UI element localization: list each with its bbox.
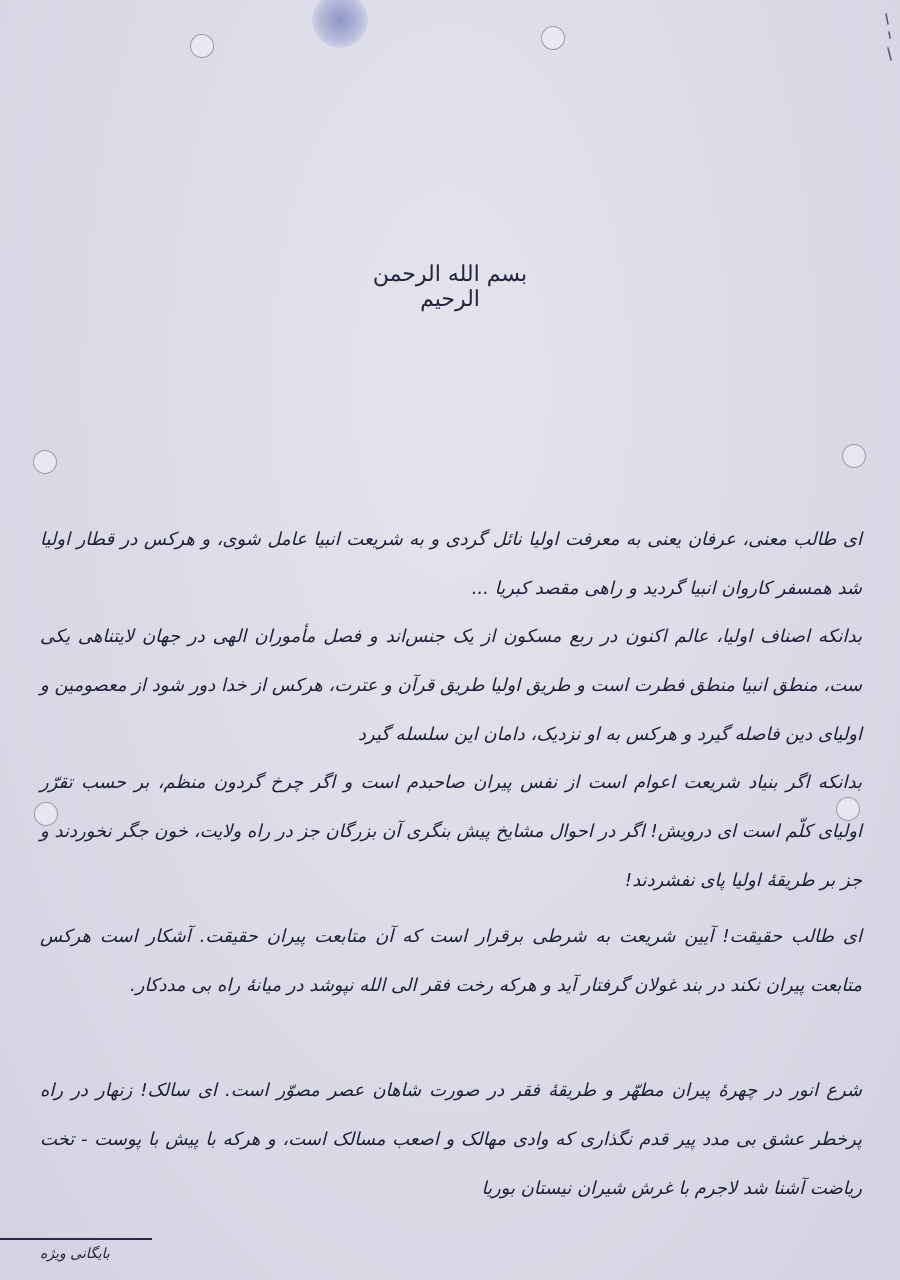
punch-hole (33, 450, 57, 474)
paragraph: بدانکه اگر بنیاد شریعت اعوام است از نفس پیران صاحبدم است و اگر چرخ گردون منظم، بر حسب تقرّر اولیای کلّم است ای درویش! اگر در احوال مشایخ پیش بنگری آن بزرگان جز در راه ولایت، خون جگر نخوردند و جز بر طریقهٔ اولیا پای نفشردند! (40, 772, 862, 891)
punch-hole (842, 444, 866, 468)
ink-smudge (312, 0, 368, 48)
paragraph: بدانکه اصناف اولیا، عالم اکنون در ربع مسکون از یک جنس‌اند و فصل مأموران الهی در جهان لایتناهی یکی ست، منطق انبیا منطق فطرت است و طریق اولیا طریق قرآن و عترت، هرکس از خدا دور شود از معصومین و اولیای دین فاصله گیرد و هرکس به او نزدیک، دامان این سلسله گیرد (40, 626, 862, 745)
punch-hole (541, 26, 565, 50)
punch-hole (190, 34, 214, 58)
paragraph: ای طالب معنی، عرفان یعنی به معرفت اولیا نائل گردی و به شریعت انبیا عامل شوی، و هرکس در قطار اولیا شد همسفر کاروان انبیا گردید و راهی مقصد کبریا ... (40, 529, 862, 599)
footer-rule (0, 1238, 152, 1240)
basmala-heading: بسم الله الرحمن الرحیم (372, 262, 528, 312)
corner-mark (882, 10, 894, 70)
paragraph: شرع انور در چهرهٔ پیران مطهّر و طریقهٔ فقر در صورت شاهان عصر مصوّر است. ای سالک! زنهار در راه پرخطر عشق بی مدد پیر قدم نگذاری که وادی مهالک و اصعب مسالک است، و هرکه با پیش با پوست - تخت ریاضت آشنا شد لاجرم با غرش شیران نیستان بوریا (40, 1080, 862, 1199)
paragraph: ای طالب حقیقت! آیین شریعت به شرطی برقرار است که آن متابعت پیران حقیقت. آشکار است هرکس متابعت پیران نکند در بند غولان گرفتار آید و هرکه رخت فقر الی الله نپوشد در میانهٔ راه بی مددکار. (40, 926, 862, 996)
footer-note: بایگانی ویژه (40, 1246, 110, 1262)
